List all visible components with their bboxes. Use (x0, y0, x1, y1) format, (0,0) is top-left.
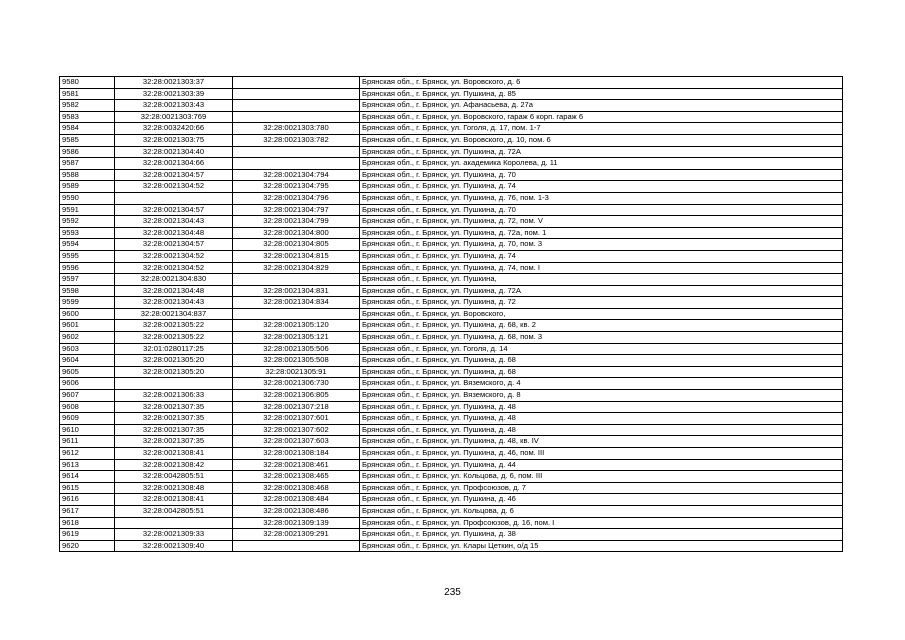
parent-cadastral-number-cell: 32:28:0021305:121 (233, 332, 360, 344)
parent-cadastral-number-cell: 32:28:0021305:508 (233, 355, 360, 367)
table-row (60, 216, 843, 228)
cadastral-number-cell: 32:28:0021304:830 (115, 274, 233, 286)
parent-cadastral-number-cell: 32:28:0021307:218 (233, 401, 360, 413)
parent-cadastral-number-cell: 32:28:0021304:799 (233, 216, 360, 228)
address-cell: Брянская обл., г. Брянск, ул. Кольцова, д. 6 (360, 505, 843, 517)
cadastral-number-cell: 32:28:0021304:52 (115, 181, 233, 193)
table-row (60, 146, 843, 158)
row-number-cell: 9597 (60, 274, 115, 286)
row-number-cell: 9587 (60, 158, 115, 170)
cadastral-number-cell: 32:01:0280117:25 (115, 343, 233, 355)
parent-cadastral-number-cell: 32:28:0021306:805 (233, 390, 360, 402)
table-row (60, 343, 843, 355)
address-cell: Брянская обл., г. Брянск, ул. Пушкина, д. 44 (360, 459, 843, 471)
row-number-cell: 9581 (60, 88, 115, 100)
address-cell: Брянская обл., г. Брянск, ул. Вяземского, д. 8 (360, 390, 843, 402)
cadastral-number-cell: 32:28:0021303:75 (115, 134, 233, 146)
cadastral-number-cell: 32:28:0021304:52 (115, 250, 233, 262)
address-cell: Брянская обл., г. Брянск, ул. Воровского, д. 6 (360, 77, 843, 89)
address-cell: Брянская обл., г. Брянск, ул. Пушкина, д. 74, пом. I (360, 262, 843, 274)
cadastral-number-cell: 32:28:0021305:22 (115, 320, 233, 332)
address-cell: Брянская обл., г. Брянск, ул. Пушкина, (360, 274, 843, 286)
cadastral-number-cell: 32:28:0021308:48 (115, 482, 233, 494)
address-cell: Брянская обл., г. Брянск, ул. Пушкина, д. 72А (360, 285, 843, 297)
table-row (60, 111, 843, 123)
table-row (60, 529, 843, 541)
row-number-cell: 9616 (60, 494, 115, 506)
address-cell: Брянская обл., г. Брянск, ул. Пушкина, д. 68 (360, 366, 843, 378)
row-number-cell: 9615 (60, 482, 115, 494)
row-number-cell: 9618 (60, 517, 115, 529)
cadastral-number-cell: 32:28:0021303:39 (115, 88, 233, 100)
row-number-cell: 9619 (60, 529, 115, 541)
cadastral-number-cell: 32:28:0021304:43 (115, 297, 233, 309)
table-row (60, 540, 843, 552)
address-cell: Брянская обл., г. Брянск, ул. Пушкина, д. 70, пом. 3 (360, 239, 843, 251)
row-number-cell: 9610 (60, 424, 115, 436)
address-cell: Брянская обл., г. Брянск, ул. Пушкина, д. 74 (360, 250, 843, 262)
table-row (60, 355, 843, 367)
registry-body (60, 77, 843, 552)
table-row (60, 250, 843, 262)
cadastral-number-cell (115, 192, 233, 204)
address-cell: Брянская обл., г. Брянск, ул. Пушкина, д. 85 (360, 88, 843, 100)
address-cell: Брянская обл., г. Брянск, ул. Пушкина, д. 72 (360, 297, 843, 309)
row-number-cell: 9583 (60, 111, 115, 123)
cadastral-number-cell: 32:28:0021304:57 (115, 169, 233, 181)
row-number-cell: 9586 (60, 146, 115, 158)
table-row (60, 401, 843, 413)
cadastral-number-cell: 32:28:0021309:33 (115, 529, 233, 541)
row-number-cell: 9607 (60, 390, 115, 402)
table-row (60, 413, 843, 425)
cadastral-number-cell: 32:28:0021304:48 (115, 285, 233, 297)
row-number-cell: 9591 (60, 204, 115, 216)
row-number-cell: 9613 (60, 459, 115, 471)
address-cell: Брянская обл., г. Брянск, ул. академика Королева, д. 11 (360, 158, 843, 170)
parent-cadastral-number-cell: 32:28:0021304:796 (233, 192, 360, 204)
table-row (60, 169, 843, 181)
cadastral-number-cell: 32:28:0021306:33 (115, 390, 233, 402)
cadastral-number-cell: 32:28:0021304:48 (115, 227, 233, 239)
table-row (60, 77, 843, 89)
row-number-cell: 9584 (60, 123, 115, 135)
cadastral-number-cell: 32:28:0021307:35 (115, 436, 233, 448)
cadastral-number-cell: 32:28:0021304:66 (115, 158, 233, 170)
cadastral-number-cell: 32:28:0021303:769 (115, 111, 233, 123)
table-row (60, 471, 843, 483)
cadastral-number-cell: 32:28:0021308:42 (115, 459, 233, 471)
cadastral-number-cell: 32:28:0021305:20 (115, 355, 233, 367)
parent-cadastral-number-cell: 32:28:0021303:782 (233, 134, 360, 146)
cadastral-number-cell: 32:28:0021303:43 (115, 100, 233, 112)
parent-cadastral-number-cell (233, 308, 360, 320)
parent-cadastral-number-cell: 32:28:0021308:184 (233, 448, 360, 460)
cadastral-number-cell: 32:28:0021304:43 (115, 216, 233, 228)
row-number-cell: 9601 (60, 320, 115, 332)
cadastral-number-cell: 32:28:0021305:20 (115, 366, 233, 378)
table-row (60, 274, 843, 286)
row-number-cell: 9596 (60, 262, 115, 274)
address-cell: Брянская обл., г. Брянск, ул. Пушкина, д. 48 (360, 413, 843, 425)
parent-cadastral-number-cell (233, 88, 360, 100)
table-row (60, 332, 843, 344)
table-row (60, 297, 843, 309)
address-cell: Брянская обл., г. Брянск, ул. Кольцова, д. 6, пом. III (360, 471, 843, 483)
row-number-cell: 9614 (60, 471, 115, 483)
address-cell: Брянская обл., г. Брянск, ул. Воровского, (360, 308, 843, 320)
row-number-cell: 9600 (60, 308, 115, 320)
address-cell: Брянская обл., г. Брянск, ул. Пушкина, д. 72А (360, 146, 843, 158)
table-row (60, 505, 843, 517)
table-row (60, 204, 843, 216)
address-cell: Брянская обл., г. Брянск, ул. Пушкина, д. 72а, пом. 1 (360, 227, 843, 239)
table-row (60, 123, 843, 135)
parent-cadastral-number-cell: 32:28:0021305:91 (233, 366, 360, 378)
table-row (60, 227, 843, 239)
cadastral-number-cell: 32:28:0021303:37 (115, 77, 233, 89)
table-row (60, 158, 843, 170)
table-row (60, 366, 843, 378)
row-number-cell: 9606 (60, 378, 115, 390)
table-row (60, 517, 843, 529)
parent-cadastral-number-cell: 32:28:0021308:465 (233, 471, 360, 483)
parent-cadastral-number-cell (233, 100, 360, 112)
address-cell: Брянская обл., г. Брянск, ул. Пушкина, д. 38 (360, 529, 843, 541)
table-row (60, 262, 843, 274)
address-cell: Брянская обл., г. Брянск, ул. Вяземского, д. 4 (360, 378, 843, 390)
address-cell: Брянская обл., г. Брянск, ул. Воровского, гараж 6 корп. гараж 6 (360, 111, 843, 123)
cadastral-number-cell: 32:28:0021307:35 (115, 401, 233, 413)
parent-cadastral-number-cell: 32:28:0021304:795 (233, 181, 360, 193)
row-number-cell: 9603 (60, 343, 115, 355)
address-cell: Брянская обл., г. Брянск, ул. Афанасьева, д. 27а (360, 100, 843, 112)
table-row (60, 494, 843, 506)
table-row (60, 181, 843, 193)
parent-cadastral-number-cell: 32:28:0021307:603 (233, 436, 360, 448)
address-cell: Брянская обл., г. Брянск, ул. Воровского, д. 10, пом. 6 (360, 134, 843, 146)
cadastral-number-cell: 32:28:0021307:35 (115, 413, 233, 425)
parent-cadastral-number-cell: 32:28:0021304:805 (233, 239, 360, 251)
parent-cadastral-number-cell: 32:28:0021308:468 (233, 482, 360, 494)
row-number-cell: 9602 (60, 332, 115, 344)
row-number-cell: 9604 (60, 355, 115, 367)
cadastral-number-cell: 32:28:0021308:41 (115, 494, 233, 506)
table-row (60, 308, 843, 320)
parent-cadastral-number-cell: 32:28:0021304:829 (233, 262, 360, 274)
row-number-cell: 9611 (60, 436, 115, 448)
cadastral-number-cell: 32:28:0021305:22 (115, 332, 233, 344)
parent-cadastral-number-cell: 32:28:0021304:797 (233, 204, 360, 216)
parent-cadastral-number-cell (233, 274, 360, 286)
address-cell: Брянская обл., г. Брянск, ул. Профсоюзов, д. 7 (360, 482, 843, 494)
row-number-cell: 9599 (60, 297, 115, 309)
row-number-cell: 9598 (60, 285, 115, 297)
row-number-cell: 9580 (60, 77, 115, 89)
row-number-cell: 9608 (60, 401, 115, 413)
row-number-cell: 9612 (60, 448, 115, 460)
parent-cadastral-number-cell: 32:28:0021305:120 (233, 320, 360, 332)
table-row (60, 459, 843, 471)
parent-cadastral-number-cell: 32:28:0021304:831 (233, 285, 360, 297)
cadastral-number-cell: 32:28:0021308:41 (115, 448, 233, 460)
address-cell: Брянская обл., г. Брянск, ул. Пушкина, д. 48, кв. IV (360, 436, 843, 448)
parent-cadastral-number-cell: 32:28:0021308:484 (233, 494, 360, 506)
cadastral-number-cell: 32:28:0021304:52 (115, 262, 233, 274)
table-row (60, 390, 843, 402)
table-row (60, 424, 843, 436)
address-cell: Брянская обл., г. Брянск, ул. Пушкина, д. 46, пом. III (360, 448, 843, 460)
parent-cadastral-number-cell: 32:28:0021304:800 (233, 227, 360, 239)
cadastral-number-cell: 32:28:0021304:57 (115, 239, 233, 251)
row-number-cell: 9593 (60, 227, 115, 239)
parent-cadastral-number-cell: 32:28:0021307:601 (233, 413, 360, 425)
address-cell: Брянская обл., г. Брянск, ул. Пушкина, д. 70 (360, 204, 843, 216)
row-number-cell: 9592 (60, 216, 115, 228)
address-cell: Брянская обл., г. Брянск, ул. Пушкина, д. 72, пом. V (360, 216, 843, 228)
table-row (60, 320, 843, 332)
cadastral-number-cell: 32:28:0032420:66 (115, 123, 233, 135)
parent-cadastral-number-cell (233, 540, 360, 552)
table-row (60, 285, 843, 297)
table-row (60, 100, 843, 112)
address-cell: Брянская обл., г. Брянск, ул. Пушкина, д. 46 (360, 494, 843, 506)
parent-cadastral-number-cell: 32:28:0021309:291 (233, 529, 360, 541)
parent-cadastral-number-cell (233, 111, 360, 123)
address-cell: Брянская обл., г. Брянск, ул. Пушкина, д. 68, кв. 2 (360, 320, 843, 332)
table-row (60, 239, 843, 251)
address-cell: Брянская обл., г. Брянск, ул. Профсоюзов, д. 16, пом. I (360, 517, 843, 529)
page-number: 235 (444, 587, 461, 598)
row-number-cell: 9594 (60, 239, 115, 251)
row-number-cell: 9609 (60, 413, 115, 425)
address-cell: Брянская обл., г. Брянск, ул. Пушкина, д. 74 (360, 181, 843, 193)
parent-cadastral-number-cell: 32:28:0021303:780 (233, 123, 360, 135)
row-number-cell: 9589 (60, 181, 115, 193)
cadastral-number-cell (115, 378, 233, 390)
property-registry-table (59, 76, 843, 552)
row-number-cell: 9582 (60, 100, 115, 112)
row-number-cell: 9585 (60, 134, 115, 146)
table-row (60, 134, 843, 146)
parent-cadastral-number-cell: 32:28:0021304:815 (233, 250, 360, 262)
table-row (60, 378, 843, 390)
address-cell: Брянская обл., г. Брянск, ул. Пушкина, д. 48 (360, 424, 843, 436)
cadastral-number-cell: 32:28:0042805:51 (115, 471, 233, 483)
cadastral-number-cell: 32:28:0021304:40 (115, 146, 233, 158)
cadastral-number-cell: 32:28:0021309:40 (115, 540, 233, 552)
cadastral-number-cell: 32:28:0042805:51 (115, 505, 233, 517)
table-row (60, 482, 843, 494)
address-cell: Брянская обл., г. Брянск, ул. Гоголя, д. 17, пом. 1-7 (360, 123, 843, 135)
parent-cadastral-number-cell: 32:28:0021305:506 (233, 343, 360, 355)
parent-cadastral-number-cell: 32:28:0021304:794 (233, 169, 360, 181)
row-number-cell: 9595 (60, 250, 115, 262)
parent-cadastral-number-cell: 32:28:0021306:730 (233, 378, 360, 390)
parent-cadastral-number-cell: 32:28:0021309:139 (233, 517, 360, 529)
parent-cadastral-number-cell (233, 77, 360, 89)
table-row (60, 192, 843, 204)
row-number-cell: 9620 (60, 540, 115, 552)
table-row (60, 88, 843, 100)
table-row (60, 436, 843, 448)
cadastral-number-cell: 32:28:0021304:57 (115, 204, 233, 216)
address-cell: Брянская обл., г. Брянск, ул. Пушкина, д. 68, пом. 3 (360, 332, 843, 344)
row-number-cell: 9617 (60, 505, 115, 517)
address-cell: Брянская обл., г. Брянск, ул. Пушкина, д. 70 (360, 169, 843, 181)
parent-cadastral-number-cell: 32:28:0021308:486 (233, 505, 360, 517)
address-cell: Брянская обл., г. Брянск, ул. Гоголя, д. 14 (360, 343, 843, 355)
parent-cadastral-number-cell (233, 158, 360, 170)
address-cell: Брянская обл., г. Брянск, ул. Пушкина, д. 48 (360, 401, 843, 413)
parent-cadastral-number-cell (233, 146, 360, 158)
parent-cadastral-number-cell: 32:28:0021308:461 (233, 459, 360, 471)
row-number-cell: 9605 (60, 366, 115, 378)
parent-cadastral-number-cell: 32:28:0021304:834 (233, 297, 360, 309)
address-cell: Брянская обл., г. Брянск, ул. Пушкина, д. 76, пом. 1-3 (360, 192, 843, 204)
cadastral-number-cell: 32:28:0021307:35 (115, 424, 233, 436)
row-number-cell: 9588 (60, 169, 115, 181)
cadastral-number-cell: 32:28:0021304:837 (115, 308, 233, 320)
table-row (60, 448, 843, 460)
address-cell: Брянская обл., г. Брянск, ул. Пушкина, д. 68 (360, 355, 843, 367)
cadastral-number-cell (115, 517, 233, 529)
row-number-cell: 9590 (60, 192, 115, 204)
parent-cadastral-number-cell: 32:28:0021307:602 (233, 424, 360, 436)
address-cell: Брянская обл., г. Брянск, ул. Клары Цеткин, о/д 15 (360, 540, 843, 552)
